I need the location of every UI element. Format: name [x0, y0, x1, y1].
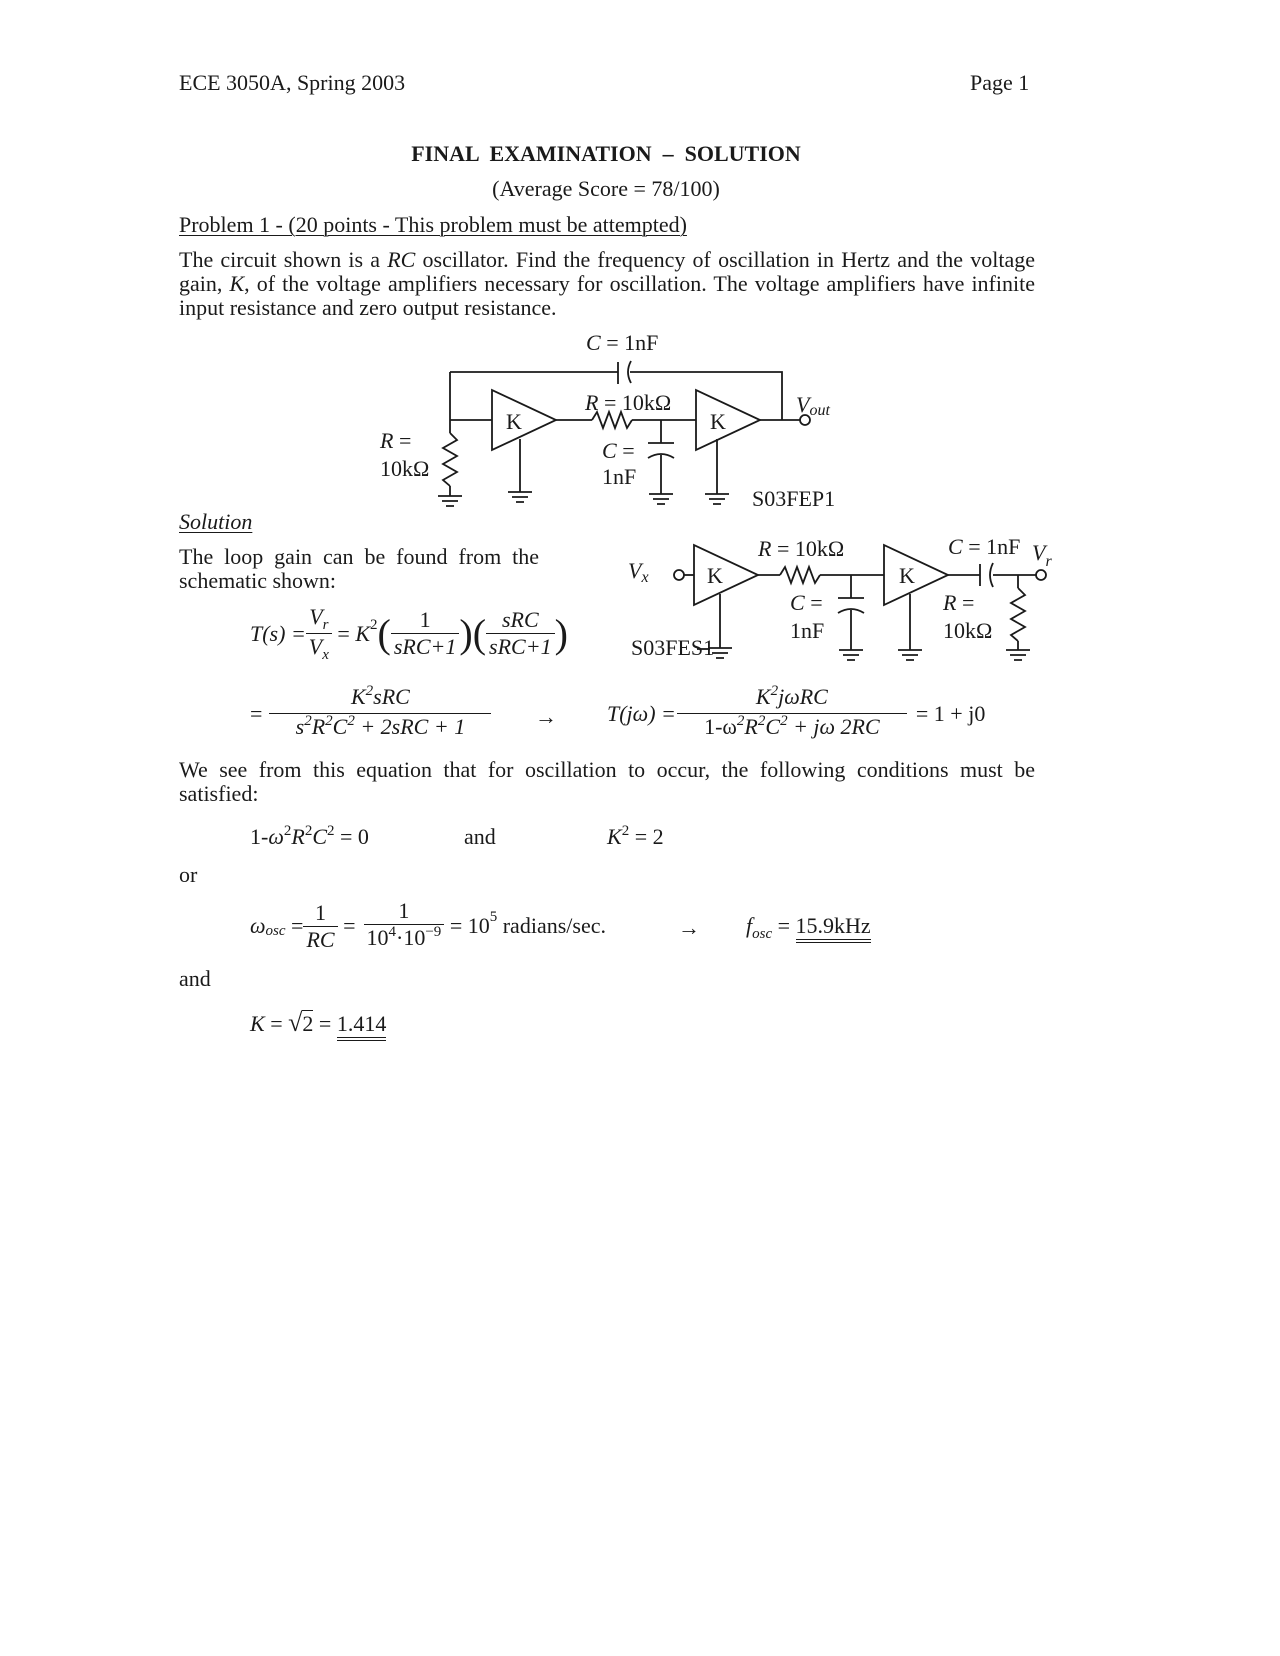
- k-symbol: K: [250, 1011, 265, 1036]
- cap-mid-value: 1nF: [602, 464, 637, 489]
- c1-rest: = 0: [334, 824, 369, 849]
- vr-label: $V_r$: [1032, 540, 1052, 570]
- fig2-amp1-label: K: [707, 563, 723, 588]
- equation-t-jomega: [607, 684, 985, 743]
- eq2-jw-den-rest: + jω 2RC: [787, 714, 880, 739]
- equation-omega-osc: [250, 898, 606, 954]
- course-header: ECE 3050A, Spring 2003: [179, 70, 406, 95]
- eq2-jw-den-r: R: [744, 714, 758, 739]
- eq1-fraction-2: [486, 607, 555, 660]
- k-value: 1.414: [337, 1011, 387, 1041]
- average-score: (Average Score = 78/100): [492, 176, 720, 201]
- c1-a: 1-: [250, 824, 269, 849]
- statement-rc: RC: [387, 247, 416, 272]
- eq1-k: K: [355, 620, 371, 646]
- fig2-res2-value: 10kΩ: [943, 618, 993, 643]
- k-eq2: =: [313, 1011, 337, 1036]
- k-result: [250, 1010, 386, 1037]
- eq1-num-v: V: [309, 604, 323, 629]
- arrow-right-icon: →: [678, 915, 700, 940]
- condition-gain: [607, 824, 664, 853]
- amp2-label: K: [710, 409, 726, 434]
- eq1-vr-over-vx: [306, 604, 332, 663]
- c1-w: ω: [268, 824, 284, 849]
- fig2-res-label: R = 10kΩ: [758, 536, 845, 561]
- omega-w: ω: [250, 913, 266, 938]
- eq2-jw-num-rest: jωRC: [778, 684, 828, 709]
- fig2-cap-label: C =: [790, 590, 823, 615]
- eq1-lhs: T(s) =: [250, 620, 306, 646]
- c1-r: R: [291, 824, 305, 849]
- eq2-jw-fraction: [676, 684, 908, 743]
- eq2-den-rest: + 2sRC + 1: [354, 714, 466, 739]
- condition-frequency: [250, 824, 369, 853]
- omega-f2-num: 1: [398, 898, 410, 923]
- omega-f2-den-a: 10: [366, 925, 389, 950]
- eq2-jw-num-k: K: [755, 684, 771, 709]
- eq2-jw-den-c: C: [765, 714, 781, 739]
- omega-f2-den-exp2: −9: [425, 924, 442, 940]
- page-title: FINAL EXAMINATION – SOLUTION: [411, 141, 801, 166]
- eq1-f2-den: sRC+1: [486, 633, 555, 660]
- eq1-f1-den: sRC+1: [391, 633, 460, 660]
- eq2-equals: =: [250, 700, 263, 726]
- eq2-jw-den-exp1: 2: [736, 713, 745, 729]
- eq2-den-c-exp: 2: [347, 713, 355, 729]
- eq1-f1-num: 1: [419, 607, 431, 632]
- eq2-jw-den-exp3: 2: [780, 713, 788, 729]
- sqrt-icon: √: [288, 1008, 303, 1037]
- problem-heading: Problem 1 - (20 points - This problem must be attempted): [179, 212, 687, 237]
- c1-exp3: 2: [327, 823, 335, 839]
- f-sub: osc: [752, 926, 773, 942]
- res-left-value: 10kΩ: [380, 456, 430, 481]
- f-eq: =: [772, 913, 796, 938]
- or-text: or: [179, 862, 198, 887]
- statement-text: oscillator. Find the frequency of oscillation in Hertz and the voltage gain,: [179, 247, 1035, 296]
- omega-eq3: = 10: [444, 913, 490, 938]
- fig2-cap-value: 1nF: [790, 618, 825, 643]
- page-number: Page 1: [970, 70, 1030, 95]
- omega-fraction-2: [364, 898, 445, 954]
- eq1-f2-num: sRC: [501, 607, 539, 632]
- arrow-right-icon: →: [535, 704, 557, 729]
- c1-exp1: 2: [283, 823, 292, 839]
- omega-fraction-1: [303, 900, 337, 953]
- eq2-jw-den-a: 1-ω: [704, 714, 737, 739]
- conditions-intro: We see from this equation that for oscillation to occur, the following conditions must be satisfied:: [179, 757, 1035, 806]
- res-left-label: R =: [380, 428, 412, 453]
- statement-text: , of the voltage amplifiers necessary for oscillation. The voltage amplifiers have infinite input resistance and zero output resistance.: [179, 271, 1035, 320]
- eq2-den-r: R: [311, 714, 326, 739]
- eq2-num-k: K: [350, 684, 366, 709]
- cap-mid-label: C =: [602, 438, 635, 463]
- res-mid-label: R = 10kΩ: [585, 390, 672, 415]
- eq1-num-sub: r: [322, 617, 329, 633]
- equation-loop-gain: T(s) = $\frac{V_r}{V_x}$ = K 2 ( $\frac{1}{\text{sRC+1}}$ ) ( $\frac{\text{sRC}}{\text{sRC+1}}$ ): [250, 604, 568, 663]
- figure2-label: S03FES1: [631, 635, 715, 660]
- eq2-den-s-exp: 2: [304, 713, 312, 729]
- cap-top-label: C = 1nF: [586, 330, 659, 355]
- conditions-and: and: [464, 824, 496, 849]
- omega-unit: radians/sec.: [497, 913, 606, 938]
- omega-exp: 5: [489, 909, 498, 925]
- eq2-jw-den-exp2: 2: [757, 713, 766, 729]
- omega-eq1: =: [285, 913, 304, 938]
- omega-f1-num: 1: [315, 899, 327, 925]
- eq2-num-exp: 2: [365, 683, 374, 699]
- solution-intro: The loop gain can be found from the schematic shown:: [179, 544, 539, 593]
- eq2-jw-num-exp: 2: [770, 683, 779, 699]
- statement-k: K: [229, 271, 245, 296]
- omega-f2-den-exp1: 4: [388, 924, 397, 940]
- eq1-equals: =: [331, 620, 356, 646]
- eq1-fraction-1: [391, 607, 460, 660]
- c1-exp2: 2: [304, 823, 313, 839]
- fig2-cap2-label: C = 1nF: [948, 534, 1021, 559]
- eq2-rhs-value: = 1 + j0: [915, 700, 986, 726]
- vx-label: Vx: [628, 558, 649, 586]
- k-eq: =: [264, 1011, 289, 1036]
- eq1-den-sub: x: [322, 647, 329, 663]
- c2-k: K: [607, 824, 622, 849]
- vout-label: Vout: [796, 392, 830, 419]
- c2-exp: 2: [621, 823, 630, 839]
- fig2-res2-label: R =: [943, 590, 975, 615]
- and-text: and: [179, 966, 211, 991]
- eq2-fraction: [262, 684, 498, 743]
- k-two: 2: [302, 1011, 314, 1036]
- f-symbol: f: [746, 913, 753, 938]
- amp1-label: K: [506, 409, 522, 434]
- frequency-result: [746, 913, 871, 942]
- eq2-den-s: s: [295, 714, 305, 739]
- equation-loop-gain-expanded: [250, 684, 498, 743]
- solution-heading: Solution: [179, 509, 253, 534]
- eq1-k-exp: 2: [370, 616, 378, 633]
- c2-rest: = 2: [629, 824, 664, 849]
- eq2-num-rest: sRC: [373, 684, 410, 709]
- statement-text: The circuit shown is a: [179, 247, 388, 272]
- eq1-den-v: V: [308, 634, 323, 659]
- eq2-rhs-lhs: T(jω) =: [607, 700, 676, 726]
- f-value: 15.9kHz: [796, 913, 871, 943]
- omega-f2-den-b: ·10: [396, 925, 426, 950]
- omega-eq2: =: [337, 913, 356, 938]
- omega-f1-den: RC: [303, 926, 337, 953]
- c1-c: C: [312, 824, 328, 849]
- eq2-den-r-exp: 2: [325, 713, 333, 729]
- fig2-amp2-label: K: [899, 563, 915, 588]
- omega-w-sub: osc: [265, 923, 286, 939]
- figure1-label: S03FEP1: [752, 486, 836, 511]
- eq2-den-c: C: [332, 714, 348, 739]
